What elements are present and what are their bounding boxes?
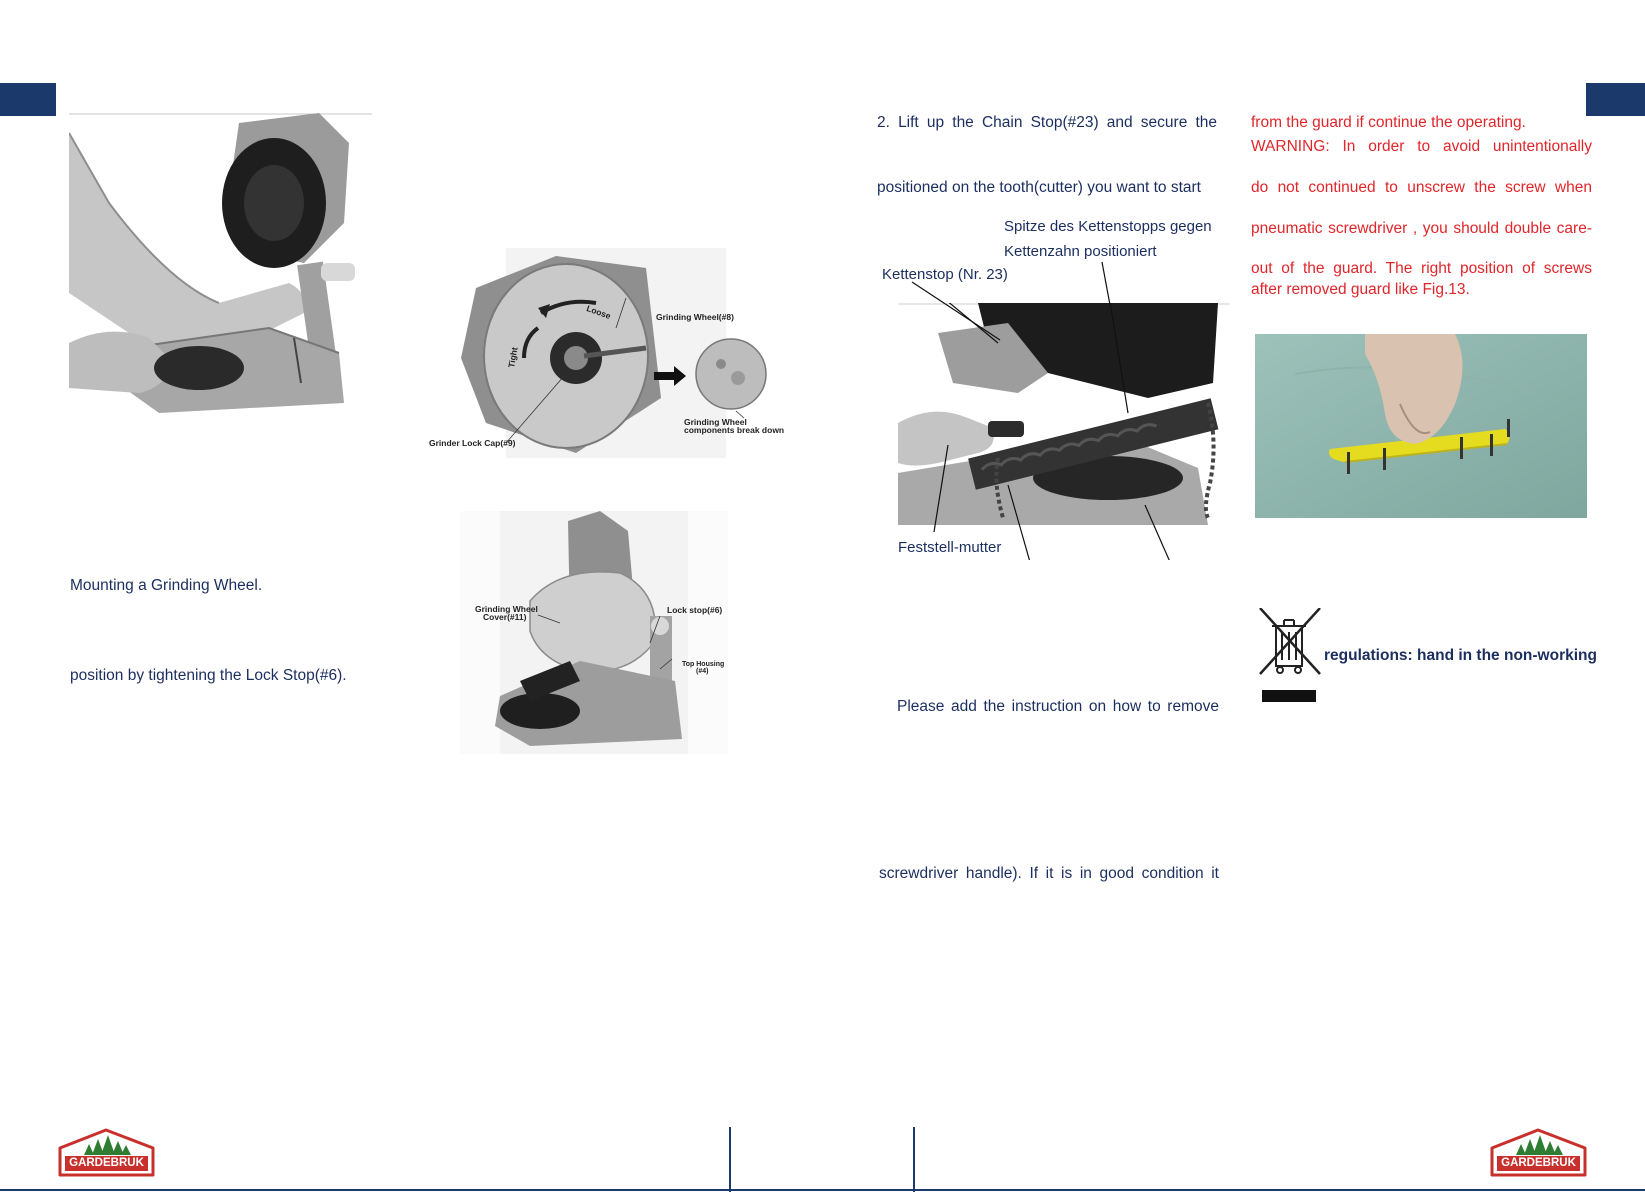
label-cover-1: Grinding Wheel	[475, 604, 538, 614]
logo-text-right: GARDEBRUK	[1501, 1157, 1576, 1169]
logo-text-left: GARDEBRUK	[69, 1157, 144, 1169]
label-spitze-1: Spitze des Kettenstopps gegen	[1004, 218, 1212, 235]
text-warning-fig13: after removed guard like Fig.13.	[1251, 281, 1470, 298]
left-corner-tab	[0, 83, 56, 116]
label-cover-2: Cover(#11)	[483, 612, 527, 622]
text-remove-instruction: Please add the instruction on how to remove	[897, 698, 1219, 715]
label-top-housing-1: Top Housing	[682, 661, 725, 668]
figure-grinding-wheel-mounting	[429, 248, 786, 458]
text-warning-unscrew: do not continued to unscrew the screw when	[1251, 179, 1592, 196]
text-warning-guard: from the guard if continue the operating.	[1251, 114, 1526, 131]
caption-mounting-grinding-wheel: Mounting a Grinding Wheel.	[70, 577, 263, 594]
text-warning-avoid: WARNING: In order to avoid unintentionally	[1251, 138, 1592, 155]
label-top-housing-2: (#4)	[696, 668, 709, 675]
label-feststell-mutter: Feststell-mutter	[898, 539, 1002, 556]
label-grinder-lock-cap: Grinder Lock Cap(#9)	[429, 438, 516, 448]
gardebruk-logo-left	[57, 1128, 156, 1178]
label-spitze-2: Kettenzahn positioniert	[1004, 243, 1157, 260]
label-grinding-wheel: Grinding Wheel(#8)	[656, 312, 734, 322]
text-position-lock-stop: position by tightening the Lock Stop(#6).	[70, 667, 347, 684]
gardebruk-logo-right	[1489, 1128, 1588, 1178]
callout-lines	[890, 260, 1230, 560]
label-lock-stop: Lock stop(#6)	[667, 605, 723, 615]
weee-bin-icon	[1256, 608, 1324, 704]
footer-divider-left	[729, 1127, 731, 1192]
photo-removed-guard	[1255, 334, 1587, 518]
label-loose: Loose	[585, 303, 613, 322]
label-kettenstop: Kettenstop (Nr. 23)	[882, 266, 1008, 283]
footer-divider-right	[913, 1127, 915, 1192]
photo-tightening-lock-stop	[69, 113, 372, 418]
label-tight: Tight	[506, 346, 520, 369]
text-regulations: regulations: hand in the non-working	[1324, 647, 1597, 664]
text-lift-chain-stop: 2. Lift up the Chain Stop(#23) and secure the	[877, 114, 1217, 131]
footer-bottom-rule	[0, 1189, 1645, 1191]
text-positioned-tooth: positioned on the tooth(cutter) you want to start	[877, 179, 1201, 196]
right-corner-tab	[1586, 83, 1645, 116]
text-warning-pneumatic: pneumatic screwdriver , you should double care-	[1251, 220, 1592, 237]
text-screwdriver-handle: screwdriver handle). If it is in good condition it	[879, 865, 1219, 882]
text-warning-position: out of the guard. The right position of screws	[1251, 260, 1592, 277]
label-breakdown-2: components break down	[684, 425, 785, 435]
label-breakdown-1: Grinding Wheel	[684, 417, 747, 427]
figure-grinding-wheel-cover	[460, 511, 728, 754]
